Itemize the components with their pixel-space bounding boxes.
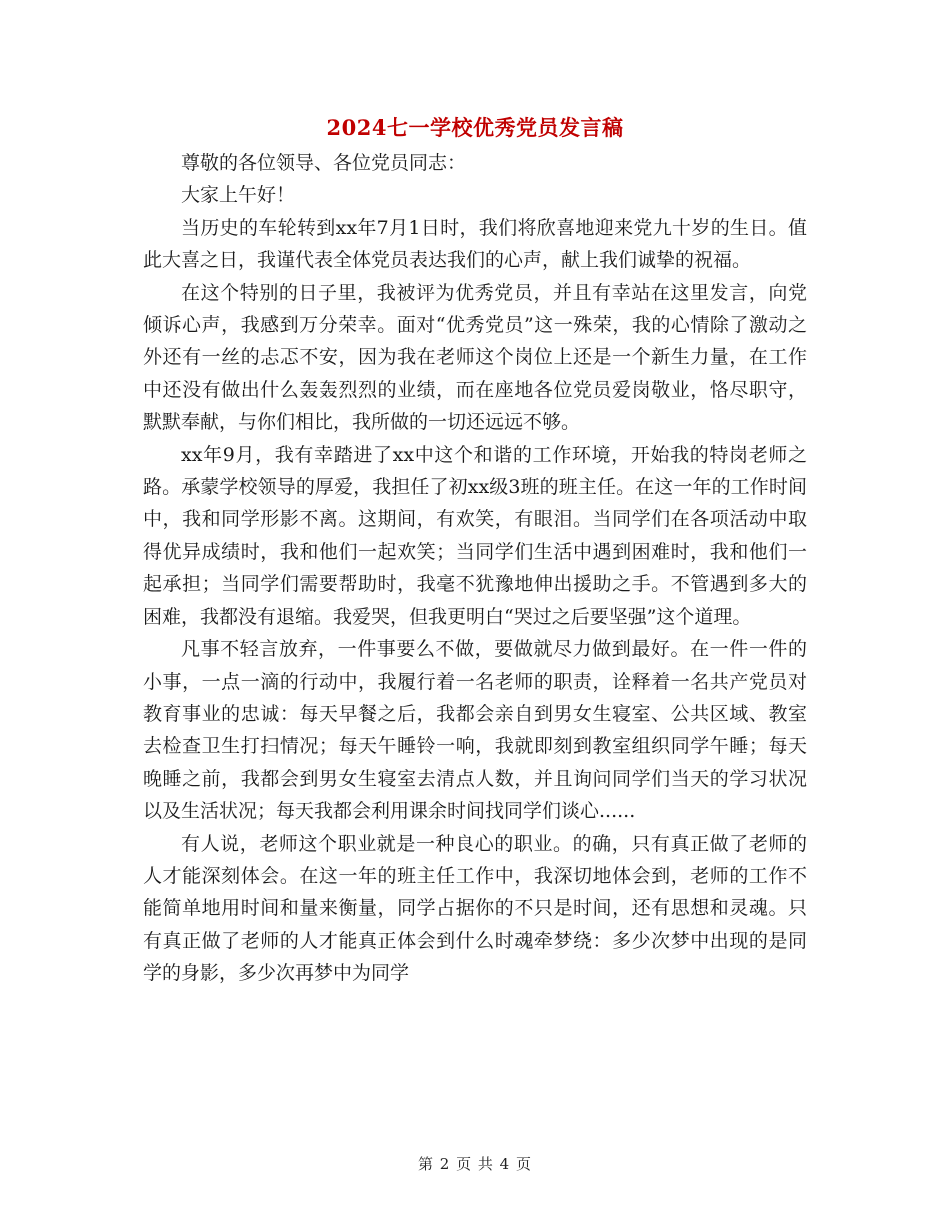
paragraph-greeting: 大家上午好！: [181, 184, 296, 207]
paragraph-4: 凡事不轻言放弃，一件事要么不做，要做就尽力做到最好。在一件一件的小事，一点一滴的行动中，我履行着一名老师的职责，诠释着一名共产党员对教育事业的忠诚：每天早餐之后，我都会亲自到男女生寝室、公共区域、教室去检查卫生打扫情况；每天午睡铃一响，我就即刻到教室组织同学午睡；每天晚睡之前，我都会到男女生寝室去清点人数，并且询问同学们当天的学习状况以及生活状况；每天我都会利用课余时间找同学们谈心......: [143, 638, 807, 823]
paragraph-5: 有人说，老师这个职业就是一种良心的职业。的确，只有真正做了老师的人才能深刻体会。在这一年的班主任工作中，我深切地体会到，老师的工作不能简单地用时间和量来衡量，同学占据你的不只是时间，还有思想和灵魂。只有真正做了老师的人才能真正体会到什么时魂牵梦绕：多少次梦中出现的是同学的身影，多少次再梦中为同学: [143, 832, 807, 985]
paragraph-2: 在这个特别的日子里，我被评为优秀党员，并且有幸站在这里发言，向党倾诉心声，我感到万分荣幸。面对“优秀党员”这一殊荣，我的心情除了激动之外还有一丝的忐忑不安，因为我在老师这个岗位上还是一个新生力量，在工作中还没有做出什么轰轰烈烈的业绩，而在座地各位党员爱岗敬业，恪尽职守，默默奉献，与你们相比，我所做的一切还远远不够。: [143, 281, 807, 434]
page-title: 2024七一学校优秀党员发言稿: [326, 115, 624, 140]
document-body: [143, 147, 807, 990]
paragraph-salutation: 尊敬的各位领导、各位党员同志：: [181, 152, 467, 174]
page-footer: 第 2 页 共 4 页: [418, 1155, 532, 1173]
paragraph-1: 当历史的车轮转到xx年7月1日时，我们将欣喜地迎来党九十岁的生日。值此大喜之日，我谨代表全体党员表达我们的心声，献上我们诚挚的祝福。: [143, 216, 807, 272]
paragraph-3: xx年9月，我有幸踏进了xx中这个和谐的工作环境，开始我的特岗老师之路。承蒙学校领导的厚爱，我担任了初xx级3班的班主任。在这一年的工作时间中，我和同学形影不离。这期间，有欢笑，有眼泪。当同学们在各项活动中取得优异成绩时，我和他们一起欢笑；当同学们生活中遇到困难时，我和他们一起承担；当同学们需要帮助时，我毫不犹豫地伸出援助之手。不管遇到多大的困难，我都没有退缩。我爱哭，但我更明白“哭过之后要坚强”这个道理。: [143, 443, 807, 628]
